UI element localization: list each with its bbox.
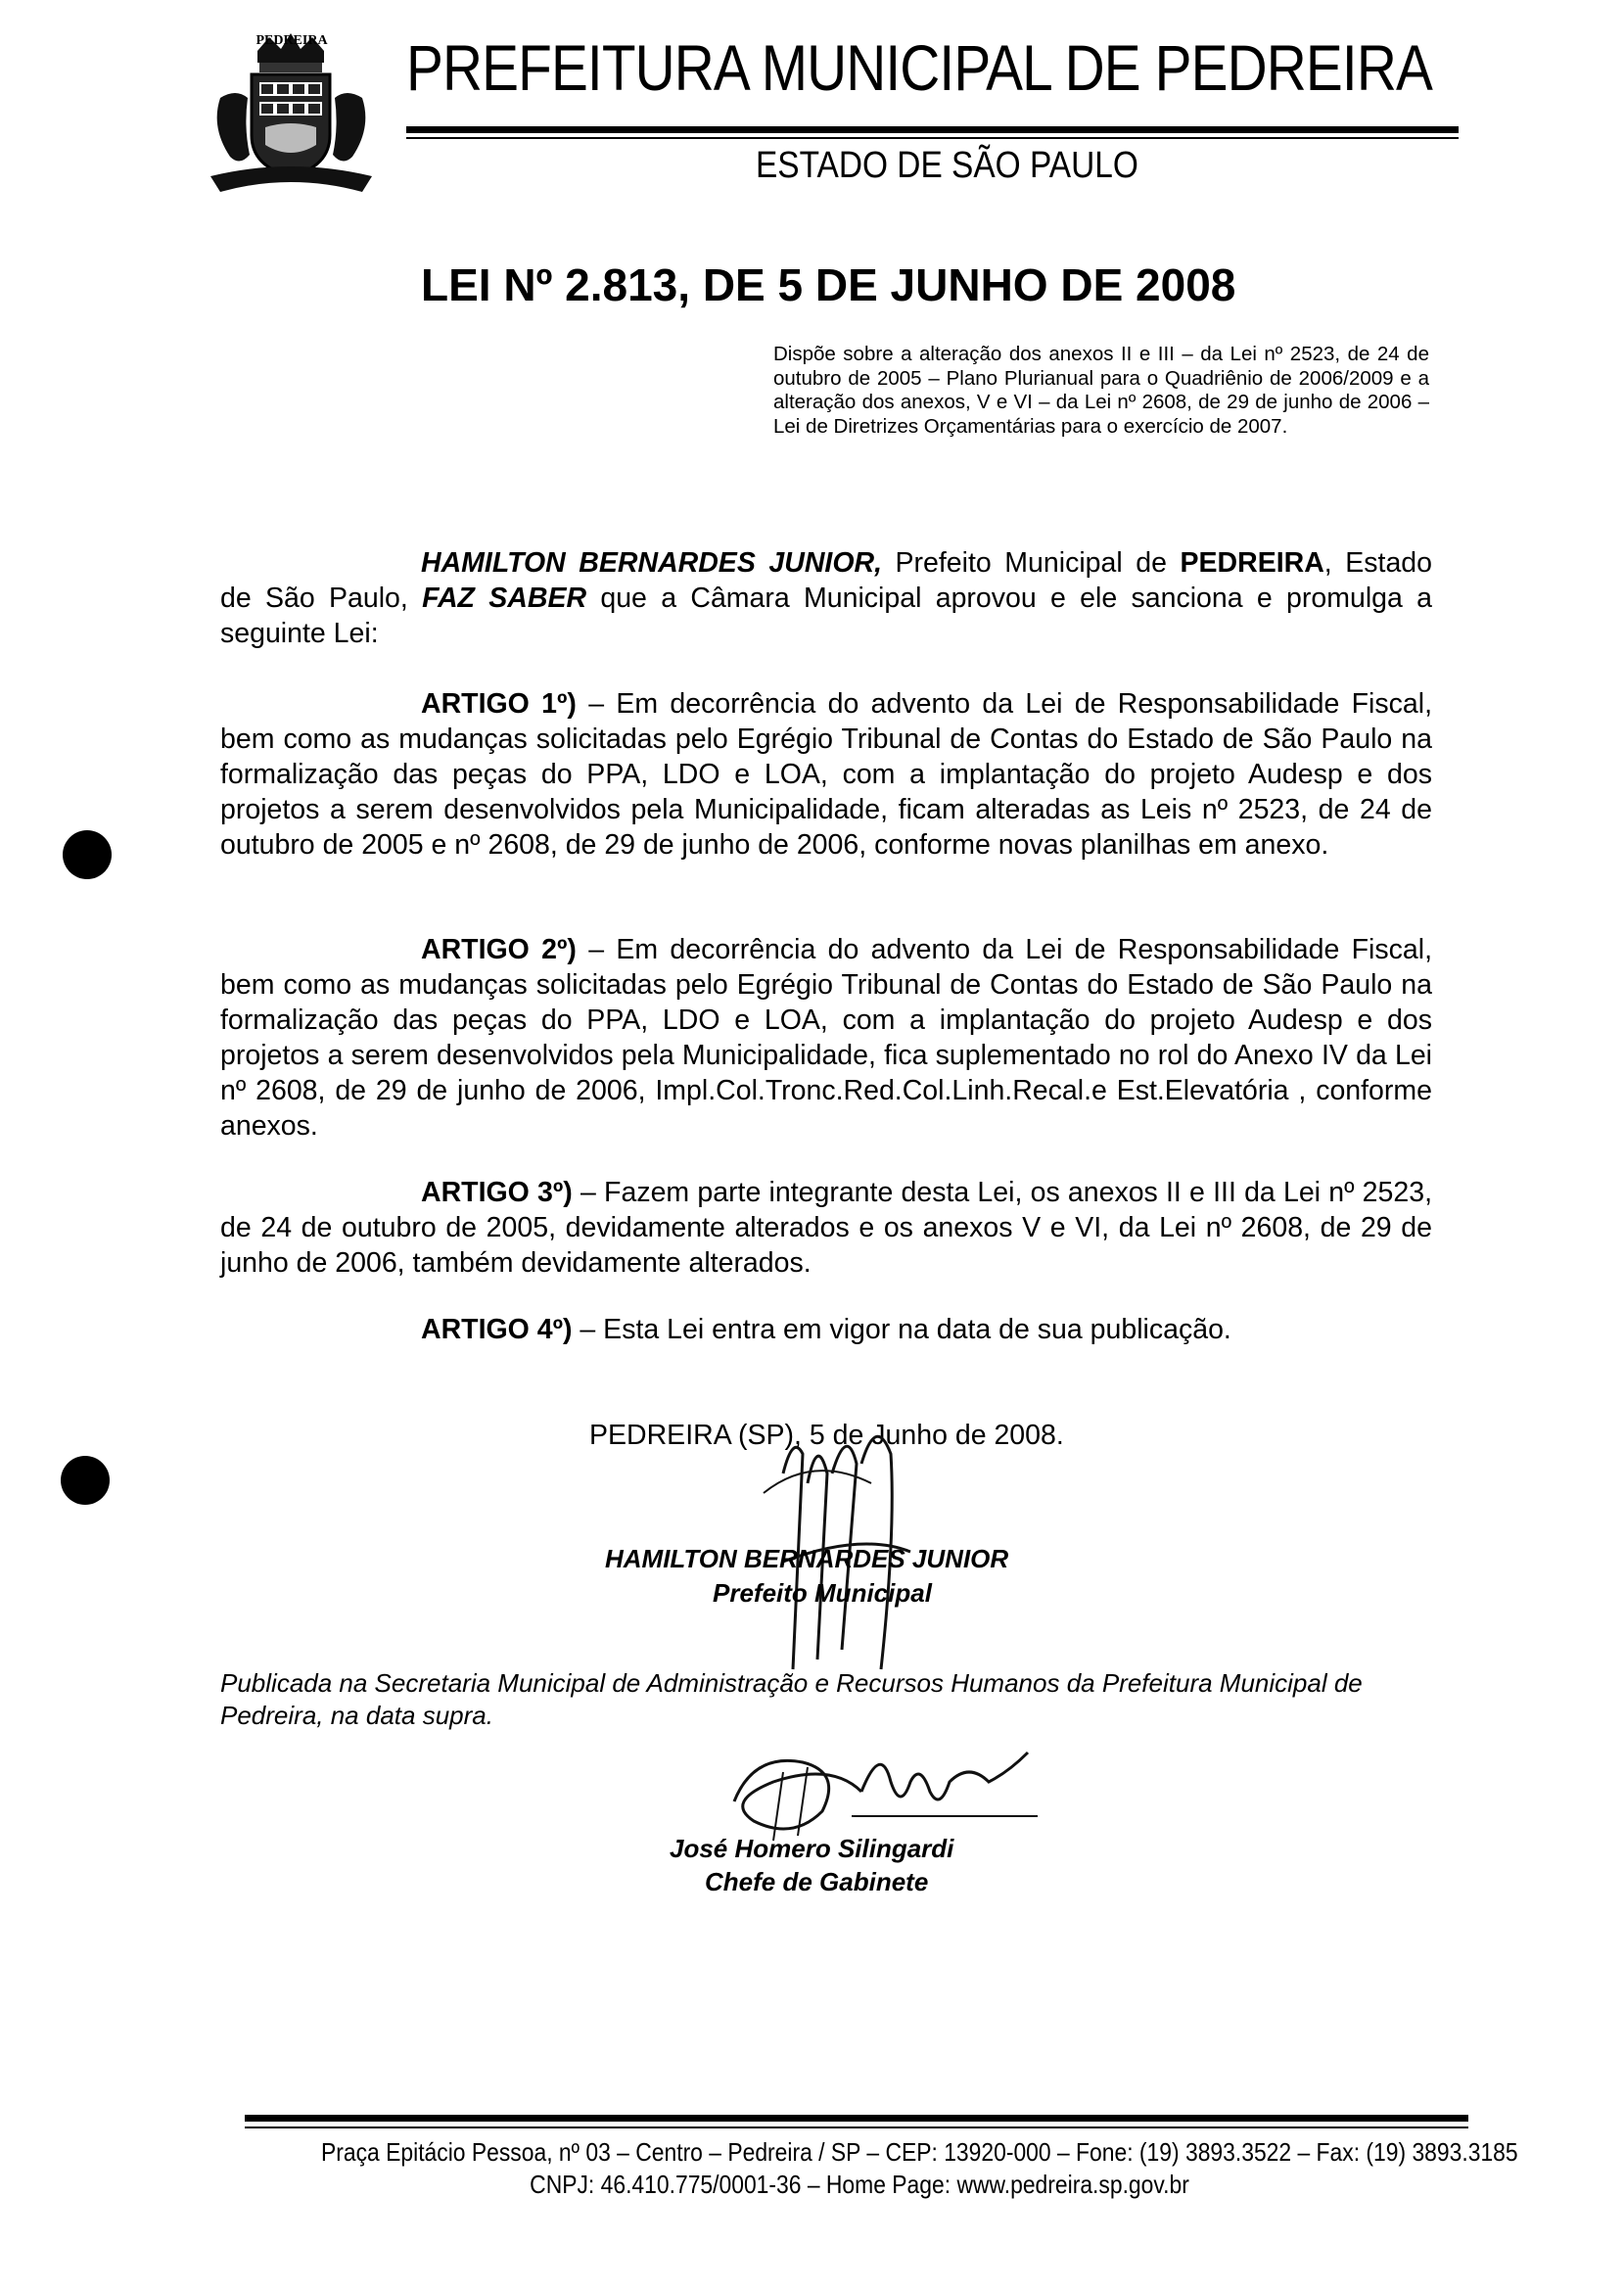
footer-rule [245, 2115, 1468, 2122]
article-text: – Em decorrência do advento da Lei de Responsabilidade Fiscal, bem como as mudanças solicitadas pelo Egrégio Tribunal de Contas do Estado de São Paulo na formalização das peças do PPA, LDO e LOA, com a implantação do projeto Audesp e dos projetos a serem desenvolvidos pela Municipalidade, fica suplementado no rol do Anexo IV da Lei nº 2608, de 29 de junho de 2006, Impl.Col.Tronc.Red.Col.Linh.Recal.e Est.Elevatória , conforme anexos. [220, 934, 1432, 1142]
article-text: – Esta Lei entra em vigor na data de sua publicação. [572, 1314, 1231, 1345]
intro-text-2: , Estado de São Paulo, [220, 547, 1432, 614]
article-2 [220, 932, 1432, 1144]
signer1-name: HAMILTON BERNARDES JUNIOR [605, 1544, 1009, 1573]
footer-cnpj-homepage: CNPJ: 46.410.775/0001-36 – Home Page: www.pedreira.sp.gov.br [530, 2170, 1189, 2199]
article-4 [220, 1312, 1432, 1347]
footer-rule-thin [245, 2126, 1468, 2128]
law-title: LEI Nº 2.813, DE 5 DE JUNHO DE 2008 [421, 259, 1236, 310]
article-label: ARTIGO 4º) [421, 1314, 573, 1345]
article-3 [220, 1175, 1432, 1281]
mayor-name: HAMILTON BERNARDES JUNIOR, [421, 547, 882, 579]
crest-label: PEDREIRA [255, 33, 328, 48]
chief-of-staff-signature [715, 1723, 1047, 1850]
ementa: Dispõe sobre a alteração dos anexos II e III – da Lei nº 2523, de 24 de outubro de 2005 – Plano Plurianual para o Quadriênio de 2006/2009 e a alteração dos anexos, V e VI – da Lei nº 2608, de 29 de junho de 2006 – Lei de Diretrizes Orçamentárias para o exercício de 2007. [773, 343, 1429, 438]
header-rule [406, 126, 1459, 133]
publication-note: Publicada na Secretaria Municipal de Administração e Recursos Humanos da Prefeitura Municipal de Pedreira, na data supra. [220, 1668, 1363, 1730]
signer1-role: Prefeito Municipal [713, 1578, 932, 1608]
intro-paragraph [220, 545, 1432, 651]
punch-hole [61, 1456, 110, 1505]
article-text: – Fazem parte integrante desta Lei, os anexos II e III da Lei nº 2523, de 24 de outubro de 2005, devidamente alterados e os anexos V e VI, da Lei nº 2608, de 29 de junho de 2006, também devidamente alterados. [220, 1177, 1433, 1279]
signer2-role: Chefe de Gabinete [705, 1867, 929, 1896]
article-1 [220, 686, 1432, 863]
article-label: ARTIGO 2º) [421, 934, 577, 965]
article-label: ARTIGO 3º) [421, 1177, 573, 1208]
intro-text-3: que a Câmara Municipal aprovou e ele sanciona e promulga a seguinte Lei: [220, 583, 1433, 649]
place-date: PEDREIRA (SP), 5 de Junho de 2008. [589, 1420, 1064, 1451]
article-label: ARTIGO 1º) [421, 688, 577, 720]
header-title: PREFEITURA MUNICIPAL DE PEDREIRA [406, 31, 1432, 104]
footer-address: Praça Epitácio Pessoa, nº 03 – Centro – Pedreira / SP – CEP: 13920-000 – Fone: (19) 3893.3522 – Fax: (19) 3893.3185 [321, 2137, 1518, 2167]
municipal-crest-logo [201, 29, 382, 206]
header-state: ESTADO DE SÃO PAULO [756, 145, 1138, 186]
signer2-name: José Homero Silingardi [670, 1834, 954, 1863]
city-name: PEDREIRA [1180, 547, 1324, 579]
header-rule-thin [406, 137, 1459, 139]
article-text: – Em decorrência do advento da Lei de Responsabilidade Fiscal, bem como as mudanças solicitadas pelo Egrégio Tribunal de Contas do Estado de São Paulo na formalização das peças do PPA, LDO e LOA, com a implantação do projeto Audesp e dos projetos a serem desenvolvidos pela Municipalidade, ficam alteradas as Leis nº 2523, de 24 de outubro de 2005 e nº 2608, de 29 de junho de 2006, conforme novas planilhas em anexo. [220, 688, 1432, 861]
faz-saber: FAZ SABER [422, 583, 587, 614]
intro-text-1: Prefeito Municipal de [881, 547, 1181, 579]
punch-hole [63, 830, 112, 879]
